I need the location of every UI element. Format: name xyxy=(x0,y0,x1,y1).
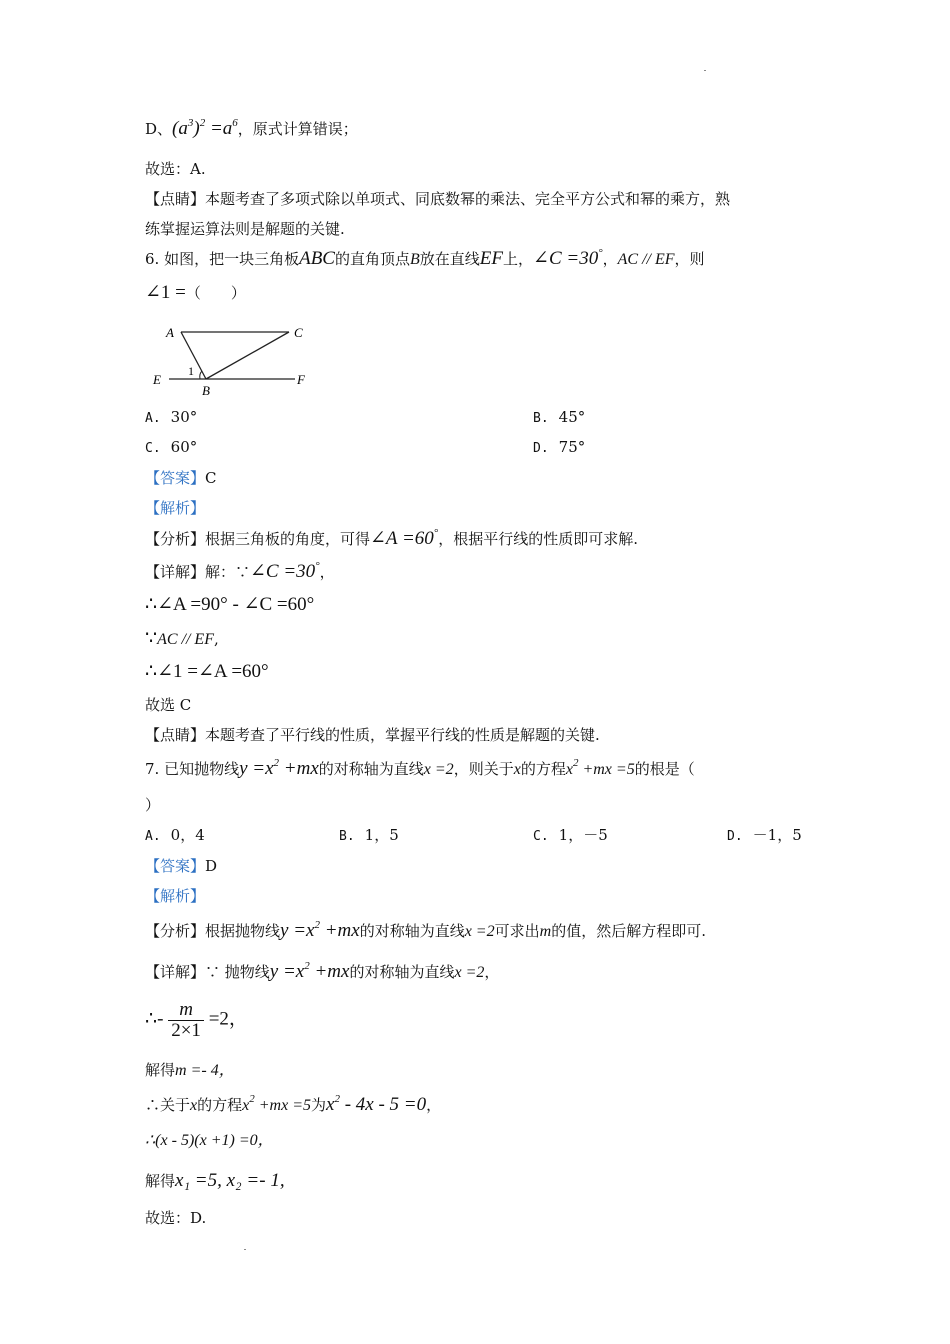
q6-option-b[interactable]: B. 45° xyxy=(533,408,586,426)
q6-option-d[interactable]: D. 75° xyxy=(533,438,586,456)
q6-comment: 【点睛】本题考查了平行线的性质，掌握平行线的性质是解题的关键. xyxy=(145,726,600,744)
q6-step1: ∴∠A =90° - ∠C =60° xyxy=(145,594,315,615)
q7-equation-line: ∴关于x的方程$x^2 +mx =5$为$x^2 - 4x - 5 =0$， xyxy=(145,1093,442,1115)
angle-c-formula: ∠C =30° xyxy=(533,247,603,269)
q6-option-a[interactable]: A. 30° xyxy=(145,408,198,426)
q6-fenxi: 【分析】根据三角板的角度，可得∠A =60°，根据平行线的性质即可求解. xyxy=(145,527,638,549)
label-b: B xyxy=(202,383,210,398)
q5-option-d-line: D、$(a^3)^2 =a^6$，原式计算错误； xyxy=(145,117,358,139)
q7-answer: 【答案】D xyxy=(145,857,218,875)
q7-analysis-tag: 【解析】 xyxy=(145,887,206,905)
fraction: $\frac{m}{2\times 1}$ xyxy=(168,1000,204,1041)
q6-step2: ∵AC // EF, xyxy=(145,628,219,649)
q6-option-c[interactable]: C. 60° xyxy=(145,438,198,456)
q7-stem-line2: ） xyxy=(145,796,161,814)
q7-factor: ∴(x - 5)(x +1) =0， xyxy=(145,1132,274,1149)
q6-triangle-figure xyxy=(145,318,320,398)
q7-option-c[interactable]: C. 1，－5 xyxy=(533,826,608,844)
label-c: C xyxy=(294,325,303,340)
q7-solve-m: 解得m =- 4， xyxy=(145,1061,235,1079)
option-d-label: D、 xyxy=(145,120,173,138)
q6-stem-line2: ∠1 =（ ） xyxy=(145,282,246,303)
q6-detail: 【详解】解：∵∠C =30°， xyxy=(145,560,335,582)
q6-stem-line1: 6. 如图，把一块三角板ABC的直角顶点B放在直线EF上，∠C =30°，AC // EF，则 xyxy=(145,247,705,269)
label-angle-1: 1 xyxy=(188,364,194,378)
q5-conclusion: 故选：A. xyxy=(145,160,206,178)
line-bc xyxy=(206,332,289,379)
q6-step3: ∴∠1 =∠A =60° xyxy=(145,661,269,682)
q7-stem-line1: 7. 已知抛物线$y =x^2 +mx$的对称轴为直线x =2，则关于x的方程$x^2 +mx =5$的根是（ xyxy=(145,757,695,779)
q5-formula: $(a^3)^2 =a^6$ xyxy=(172,117,238,139)
label-f: F xyxy=(297,372,305,387)
page-mark xyxy=(244,1249,246,1250)
q7-roots: 解得x₁ =5, x₂ =- 1, xyxy=(145,1170,285,1191)
q6-answer: 【答案】C xyxy=(145,469,217,487)
label-e: E xyxy=(153,372,161,387)
q7-option-d[interactable]: D. －1，5 xyxy=(727,826,802,844)
page-mark xyxy=(704,70,706,71)
q5-comment-line1: 【点睛】本题考查了多项式除以单项式、同底数幂的乘法、完全平方公式和幂的乘方，熟 xyxy=(145,190,731,208)
q7-fenxi: 【分析】根据抛物线$y =x^2 +mx$的对称轴为直线x =2可求出m的值，然后解方程即可. xyxy=(145,919,706,941)
q7-option-b[interactable]: B. 1，5 xyxy=(339,826,399,844)
q7-conclusion: 故选：D. xyxy=(145,1209,207,1227)
q7-detail: 【详解】∵ 抛物线$y =x^2 +mx$的对称轴为直线x =2， xyxy=(145,960,500,982)
q7-fraction-line: ∴- $\frac{m}{2\times 1}$ =2， xyxy=(145,999,248,1041)
q6-conclusion: 故选 C xyxy=(145,696,192,714)
q5-comment-line2: 练掌握运算法则是解题的关键. xyxy=(145,220,345,238)
q6-analysis-tag: 【解析】 xyxy=(145,499,206,517)
q7-option-a[interactable]: A. 0，4 xyxy=(145,826,205,844)
label-a: A xyxy=(166,325,174,340)
